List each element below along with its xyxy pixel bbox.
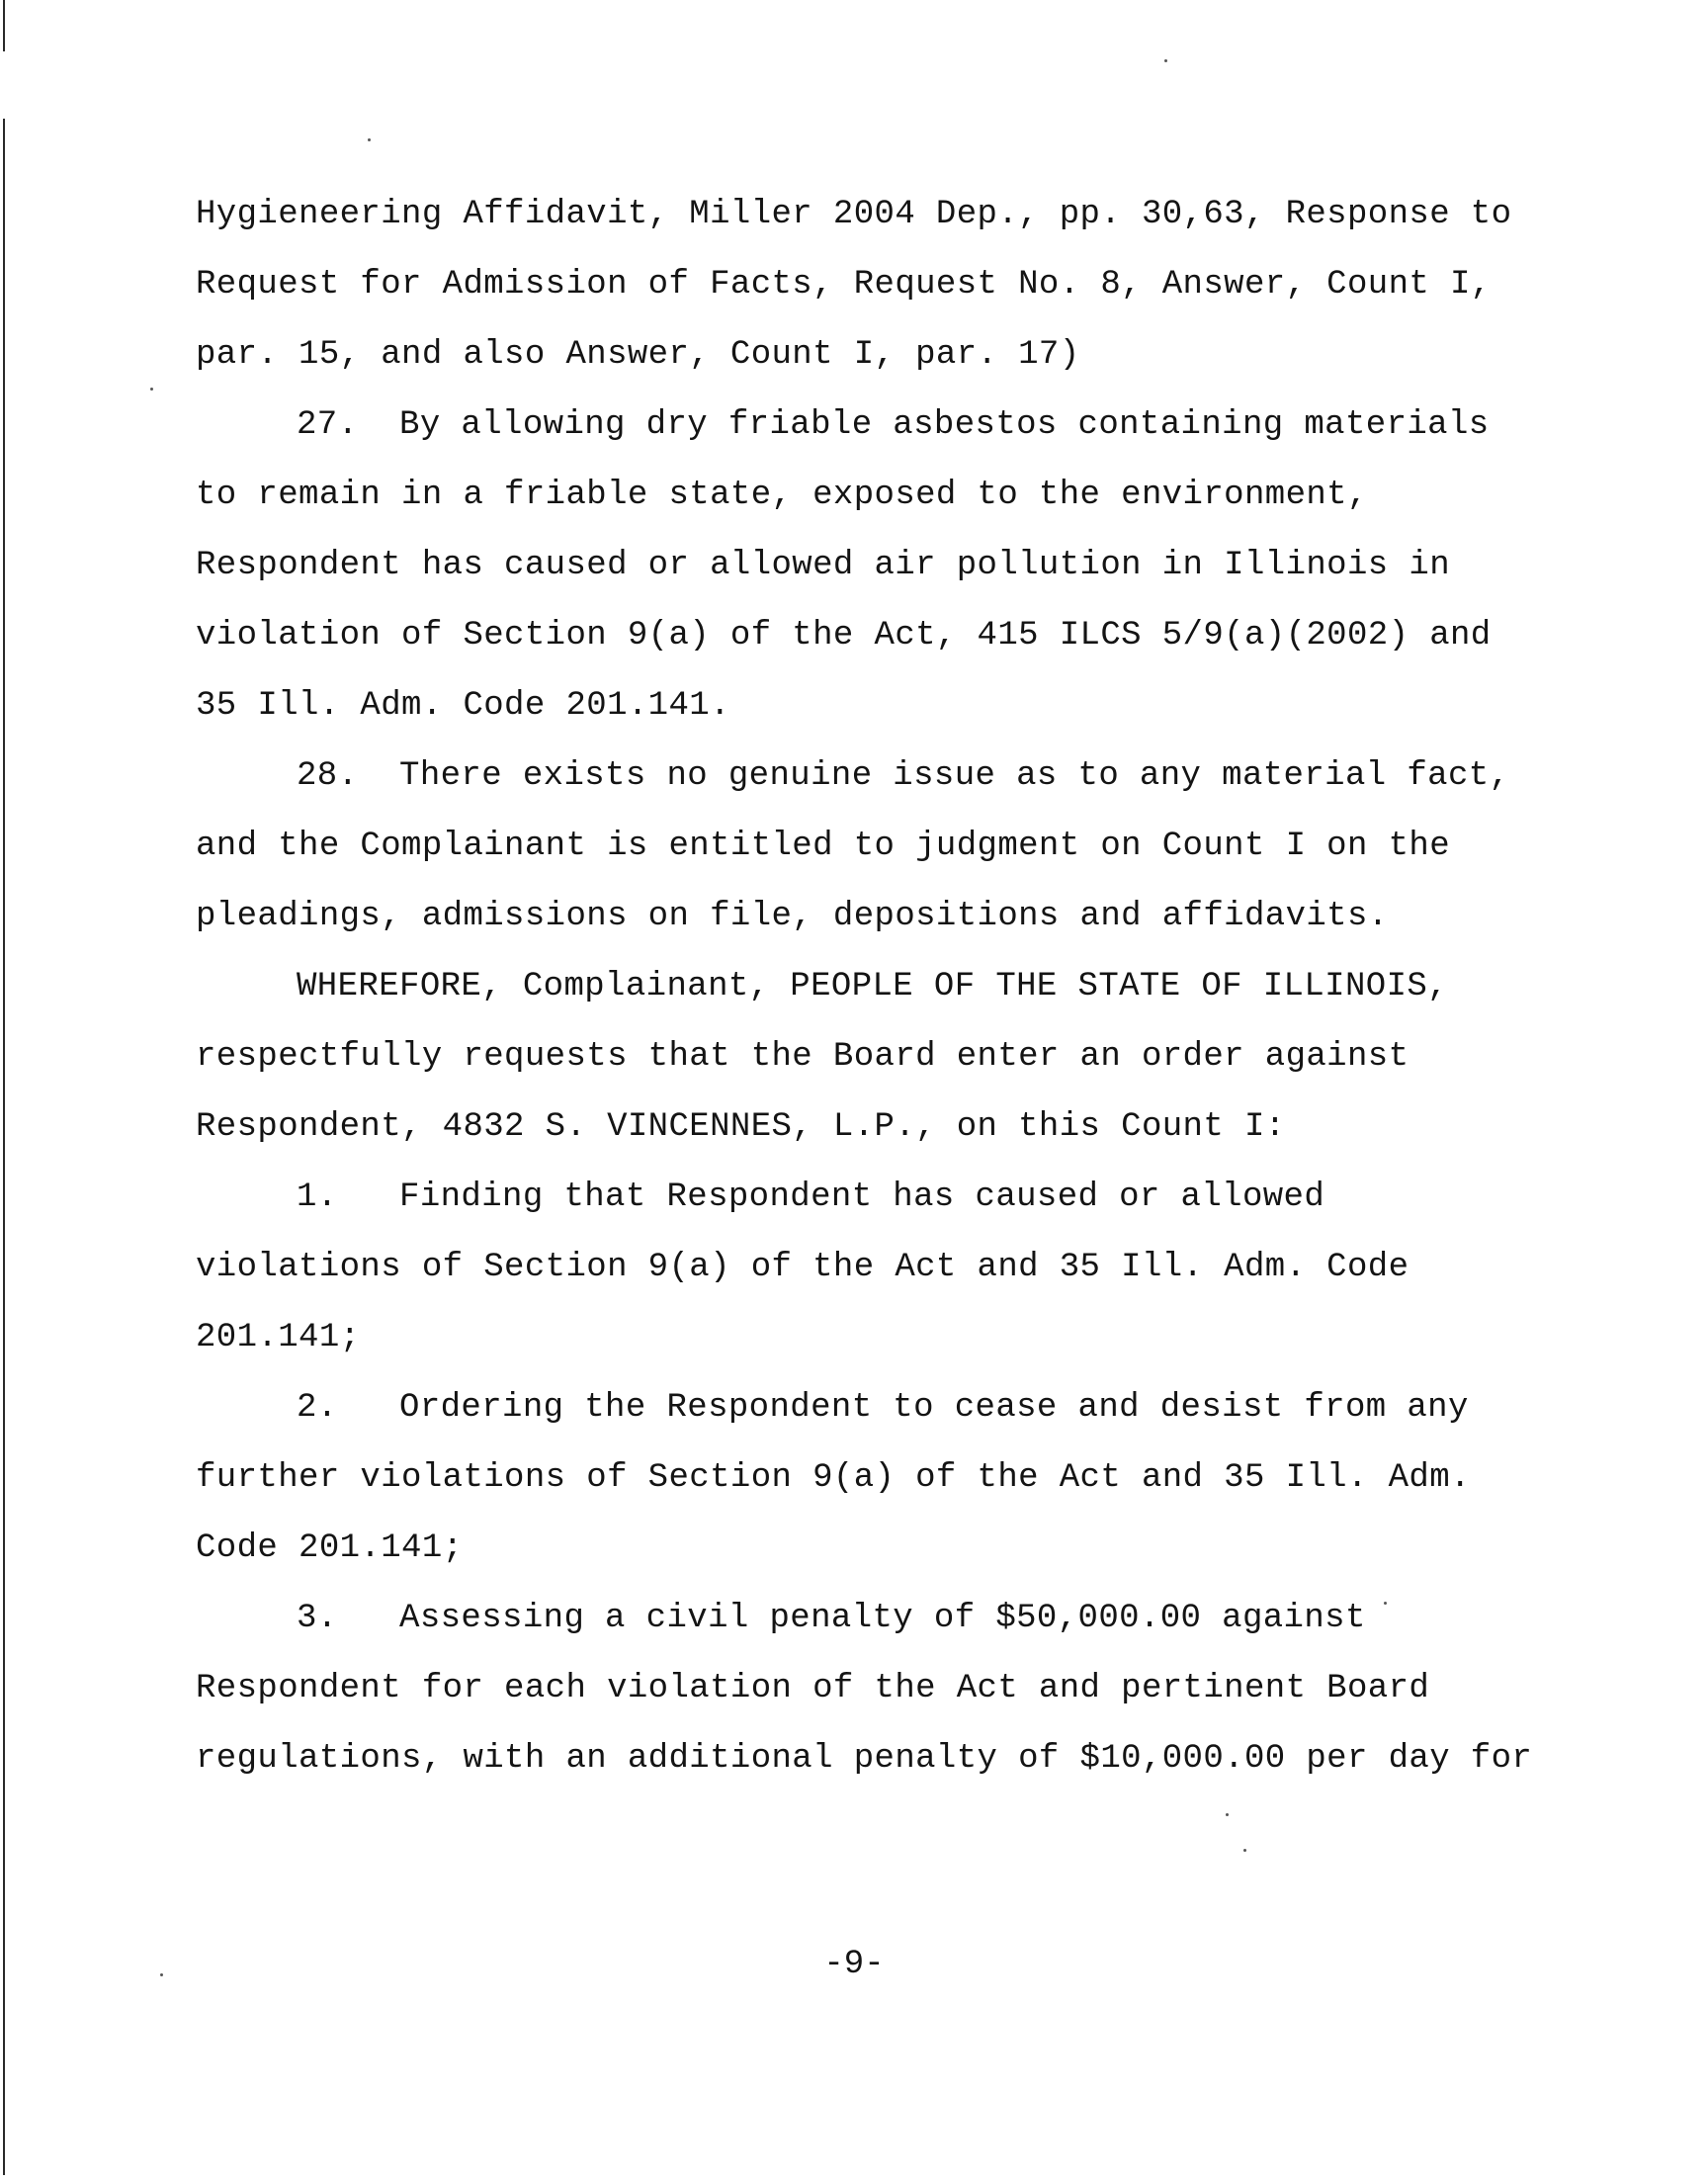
scan-speck — [1384, 1602, 1387, 1605]
paragraph-27-line-3: Respondent has caused or allowed air pollution in Illinois in — [196, 547, 1451, 584]
paragraph-28-line-3: pleadings, admissions on file, depositions and affidavits. — [196, 898, 1389, 935]
wherefore-line-3: Respondent, 4832 S. VINCENNES, L.P., on this Count I: — [196, 1108, 1286, 1146]
scan-edge-top — [3, 0, 5, 51]
item-2-line-1: 2. Ordering the Respondent to cease and desist from any — [297, 1389, 1469, 1427]
paragraph-27-line-4: violation of Section 9(a) of the Act, 415 ILCS 5/9(a)(2002) and — [196, 617, 1492, 655]
paragraph-28-line-2: and the Complainant is entitled to judgment on Count I on the — [196, 828, 1451, 865]
item-3-line-1: 3. Assessing a civil penalty of $50,000.00 against — [297, 1600, 1366, 1637]
item-1-line-3: 201.141; — [196, 1319, 361, 1356]
text-line-1: Hygieneering Affidavit, Miller 2004 Dep., pp. 30,63, Response to — [196, 196, 1512, 233]
item-2-line-3: Code 201.141; — [196, 1529, 464, 1567]
text-line-2: Request for Admission of Facts, Request No. 8, Answer, Count I, — [196, 266, 1492, 304]
scan-speck — [1226, 1813, 1229, 1816]
scan-edge — [3, 119, 5, 2175]
item-1-line-1: 1. Finding that Respondent has caused or allowed — [297, 1179, 1325, 1216]
item-3-line-3: regulations, with an additional penalty of $10,000.00 per day for — [196, 1740, 1533, 1778]
wherefore-line-2: respectfully requests that the Board enter an order against — [196, 1038, 1409, 1076]
scan-speck — [1164, 59, 1167, 62]
paragraph-28-line-1: 28. There exists no genuine issue as to any material fact, — [297, 757, 1510, 795]
text-line-3: par. 15, and also Answer, Count I, par. 17) — [196, 336, 1080, 374]
wherefore-line-1: WHEREFORE, Complainant, PEOPLE OF THE STATE OF ILLINOIS, — [297, 968, 1448, 1005]
item-2-line-2: further violations of Section 9(a) of the Act and 35 Ill. Adm. — [196, 1459, 1471, 1497]
scan-speck — [150, 388, 153, 391]
scan-speck — [1243, 1849, 1246, 1852]
paragraph-27-line-2: to remain in a friable state, exposed to the environment, — [196, 477, 1368, 514]
item-3-line-2: Respondent for each violation of the Act and pertinent Board — [196, 1670, 1430, 1707]
scan-speck — [160, 1973, 163, 1976]
page-number: -9- — [823, 1946, 885, 1983]
item-1-line-2: violations of Section 9(a) of the Act and 35 Ill. Adm. Code — [196, 1249, 1409, 1286]
paragraph-27-line-5: 35 Ill. Adm. Code 201.141. — [196, 687, 730, 725]
paragraph-27-line-1: 27. By allowing dry friable asbestos containing materials — [297, 406, 1490, 444]
scan-speck — [368, 138, 371, 141]
